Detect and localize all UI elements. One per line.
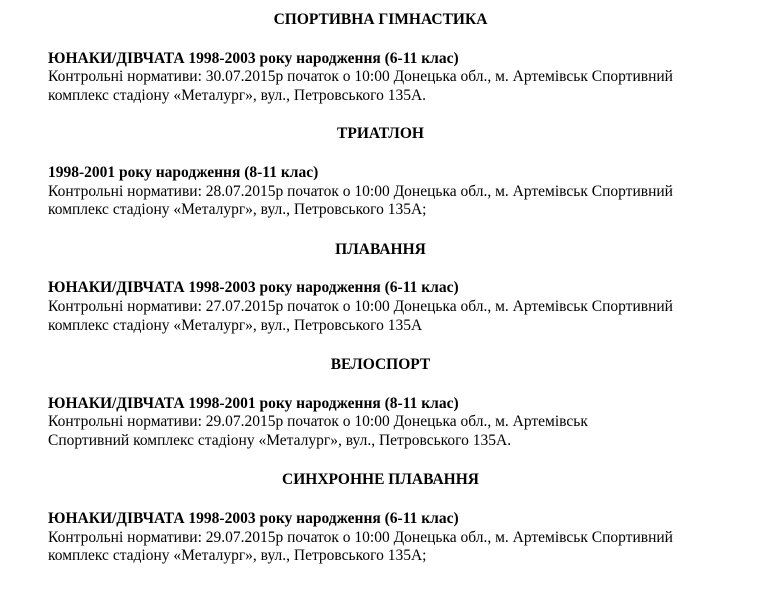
section-detail-line: комплекс стадіону «Металург», вул., Петровського 135А;	[48, 547, 427, 564]
section-detail-line: Контрольні нормативи: 30.07.2015р початок о 10:00 Донецька обл., м. Артемівськ Спортивний	[48, 68, 673, 85]
section-title: СИНХРОННЕ ПЛАВАННЯ	[282, 471, 479, 488]
section-detail-line: Контрольні нормативи: 29.07.2015р початок о 10:00 Донецька обл., м. Артемівськ	[48, 413, 588, 430]
section-detail-line: Контрольні нормативи: 27.07.2015р початок о 10:00 Донецька обл., м. Артемівськ Спортивний	[48, 298, 673, 315]
section-detail-line: Спортивний комплекс стадіону «Металург», вул., Петровського 135А.	[48, 432, 512, 449]
section-detail-line: комплекс стадіону «Металург», вул., Петровського 135А	[48, 317, 423, 334]
section-detail-line: комплекс стадіону «Металург», вул., Петровського 135А.	[48, 87, 427, 104]
section-category: ЮНАКИ/ДІВЧАТА 1998-2001 року народження (8-11 клас)	[48, 395, 459, 412]
section-title: СПОРТИВНА ГІМНАСТИКА	[273, 11, 488, 28]
section-detail-line: Контрольні нормативи: 28.07.2015р початок о 10:00 Донецька обл., м. Артемівськ Спортивний	[48, 183, 673, 200]
section-category: 1998-2001 року народження (8-11 клас)	[48, 164, 319, 181]
section-detail-line: комплекс стадіону «Металург», вул., Петровського 135А;	[48, 201, 427, 218]
section-title: ТРИАТЛОН	[337, 125, 424, 142]
section-detail-line: Контрольні нормативи: 29.07.2015р початок о 10:00 Донецька обл., м. Артемівськ Спортивний	[48, 529, 673, 546]
section-title: ПЛАВАННЯ	[335, 241, 426, 258]
section-title: ВЕЛОСПОРТ	[330, 356, 431, 373]
section-category: ЮНАКИ/ДІВЧАТА 1998-2003 року народження (6-11 клас)	[48, 510, 459, 527]
section-category: ЮНАКИ/ДІВЧАТА 1998-2003 року народження (6-11 клас)	[48, 50, 459, 67]
section-category: ЮНАКИ/ДІВЧАТА 1998-2003 року народження (6-11 клас)	[48, 279, 459, 296]
